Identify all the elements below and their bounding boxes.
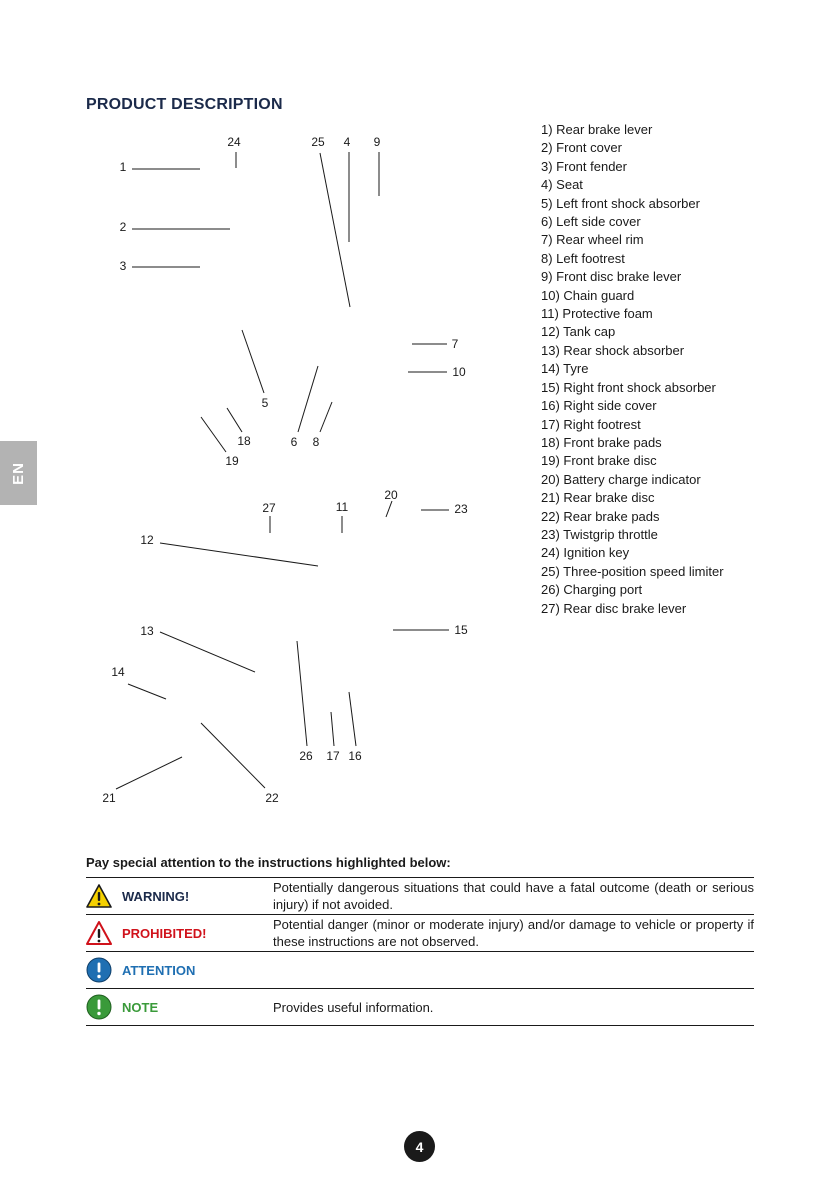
callout-5: 5 [261,396,269,410]
callout-6: 6 [290,435,298,449]
parts-list-item: 3) Front fender [541,158,627,174]
parts-list-item: 11) Protective foam [541,306,653,322]
leader-line-12 [160,543,318,566]
attention-heading: Pay special attention to the instructions highlighted below: [86,855,451,870]
parts-list-item: 5) Left front shock absorber [541,195,700,211]
callout-3: 3 [119,259,127,273]
parts-list-item: 18) Front brake pads [541,434,662,450]
parts-list-item: 24) Ignition key [541,545,630,561]
leader-line-5 [242,330,264,393]
parts-list-item: 23) Twistgrip throttle [541,526,658,542]
page-number: 4 [404,1131,435,1162]
parts-list-item: 26) Charging port [541,582,643,598]
callout-11: 11 [335,500,349,514]
parts-list-item: 22) Rear brake pads [541,508,660,524]
leader-line-20 [386,501,392,517]
callout-27: 27 [262,501,276,515]
parts-list-item: 16) Right side cover [541,398,657,414]
leader-line-8 [320,402,332,432]
callout-20: 20 [384,488,398,502]
parts-list [541,121,724,618]
leader-line-25 [320,153,350,307]
leader-line-14 [128,684,166,699]
parts-list-item: 21) Rear brake disc [541,490,655,506]
parts-list-item: 14) Tyre [541,361,589,377]
parts-list-item: 25) Three-position speed limiter [541,563,724,579]
callout-23: 23 [454,502,468,516]
parts-list-item: 7) Rear wheel rim [541,232,644,248]
callout-26: 26 [299,749,313,763]
callout-2: 2 [119,220,127,234]
leader-line-17 [331,712,334,746]
parts-list-item: 13) Rear shock absorber [541,342,685,358]
warning-triangle-icon [86,883,112,909]
callout-7: 7 [451,337,459,351]
callout-9: 9 [373,135,381,149]
callout-17: 17 [326,749,340,763]
leader-line-26 [297,641,307,746]
callout-16: 16 [348,749,362,763]
callout-1: 1 [119,160,127,174]
parts-list-item: 19) Front brake disc [541,453,657,469]
parts-list-item: 12) Tank cap [541,324,616,340]
legend-description-attention [273,952,754,988]
legend-label-warning: WARNING! [122,888,190,904]
legend-row-prohibited [86,914,754,951]
callout-18: 18 [237,434,251,448]
leader-line-18 [227,408,242,432]
section-title: PRODUCT DESCRIPTION [86,96,283,113]
legend-row-note [86,988,754,1026]
callout-19: 19 [225,454,239,468]
callout-10: 10 [452,365,466,379]
callout-22: 22 [265,791,279,805]
leader-line-6 [298,366,318,432]
parts-list-item: 20) Battery charge indicator [541,471,701,487]
parts-list-item: 6) Left side cover [541,214,641,230]
parts-list-item: 8) Left footrest [541,250,625,266]
legend-row-warning [86,877,754,914]
prohibited-triangle-icon [86,920,112,946]
leader-line-13 [160,632,255,672]
callout-15: 15 [454,623,468,637]
note-circle-icon [86,994,112,1020]
leader-line-19 [201,417,226,452]
callout-24: 24 [227,135,241,149]
leader-line-21 [116,757,182,789]
callout-12: 12 [140,533,154,547]
legend-description-warning: Potentially dangerous situations that could have a fatal outcome (death or serious injury) if not avoided. [273,880,754,912]
leader-line-16 [349,692,356,746]
callout-4: 4 [343,135,351,149]
safety-legend-table [86,877,754,1026]
callout-21: 21 [102,791,116,805]
callout-13: 13 [140,624,154,638]
legend-description-prohibited: Potential danger (minor or moderate injury) and/or damage to vehicle or property if these instructions are not observed. [273,917,754,949]
language-tab-label: EN [10,461,27,485]
callout-25: 25 [311,135,325,149]
parts-list-item: 15) Right front shock absorber [541,379,716,395]
parts-list-item: 17) Right footrest [541,416,641,432]
leader-line-22 [201,723,265,788]
parts-list-item: 1) Rear brake lever [541,122,653,137]
legend-row-attention [86,951,754,988]
parts-list-item: 10) Chain guard [541,287,635,303]
parts-list-item: 9) Front disc brake lever [541,269,682,285]
callout-14: 14 [111,665,125,679]
callout-8: 8 [312,435,320,449]
legend-label-attention: ATTENTION [122,962,196,978]
parts-list-item: 2) Front cover [541,140,622,156]
parts-list-item: 27) Rear disc brake lever [541,600,687,616]
legend-label-note: NOTE [122,999,159,1015]
attention-circle-icon [86,957,112,983]
legend-description-note: Provides useful information. [273,999,434,1015]
parts-list-item: 4) Seat [541,177,583,193]
legend-label-prohibited: PROHIBITED! [122,925,207,941]
